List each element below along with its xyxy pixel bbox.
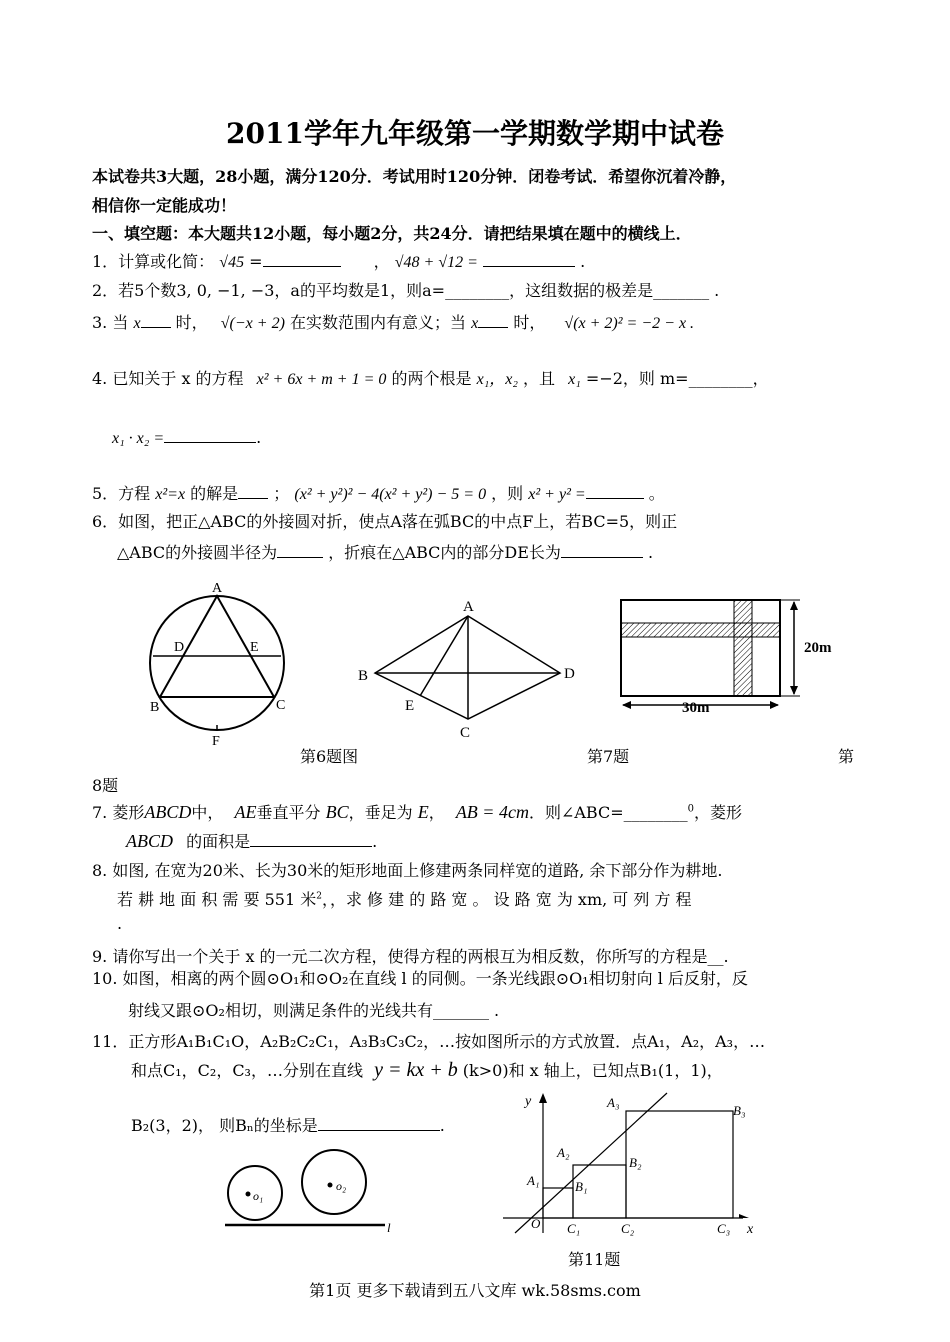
question-7-cont: ABCD 的面积是 . — [126, 831, 378, 851]
intro-line-1: 本试卷共3大题，28小题，满分120分．考试用时120分钟．闭卷考试．希望你沉着冷静， — [92, 167, 737, 186]
question-7: 7. 菱形ABCD中， AE垂直平分 BC，垂足为 E， AB = 4cm．则∠ABC=________$^0$，菱形 — [92, 802, 742, 822]
fig6-label-c: C — [276, 698, 286, 713]
fig11-label-c2: C₂ — [621, 1221, 635, 1236]
caption-fig-8-b: 8题 — [92, 776, 119, 795]
fig6-label-d: D — [174, 640, 185, 655]
fig7-label-c: C — [460, 725, 471, 741]
question-5: 5．方程 x²=x 的解是 ； (x² + y²)² − 4(x² + y²) − 5 = 0 ，则 x² + y² = 。 — [92, 484, 665, 503]
fig8-label-width: 30m — [682, 700, 710, 716]
fig7-label-d: D — [564, 666, 575, 682]
fig11-label-a3: A₃ — [607, 1095, 620, 1110]
question-8-line-2: 若 耕 地 面 积 需 要 551 米$^2$，，求 修 建 的 路 宽 。 设 路 宽 为 xm, 可 列 方 程 — [117, 890, 692, 909]
fig11-label-o: O — [531, 1216, 541, 1231]
figure-8 — [608, 592, 848, 722]
fig10-label-l: l — [387, 1220, 391, 1235]
figure-11 — [495, 1085, 770, 1247]
caption-fig-11: 第11题 — [568, 1250, 621, 1269]
fig11-label-b3: B₃ — [733, 1103, 746, 1118]
caption-fig-6: 第6题图 — [300, 747, 359, 766]
question-3: 3. 当 x 时， √(−x + 2) 在实数范围内有意义；当 x 时， √(x + 2)² = −2 − x . — [92, 313, 695, 332]
fig11-label-y: y — [525, 1094, 532, 1109]
figure-7 — [350, 594, 590, 744]
fig11-label-x: x — [747, 1222, 754, 1237]
question-4: 4. 已知关于 x 的方程 x² + 6x + m + 1 = 0 的两个根是 x₁，x₂ ，且 x₁ =−2，则 m=________， — [92, 369, 769, 388]
question-9: 9. 请你写出一个关于 x 的一元二次方程，使得方程的两根互为相反数，你所写的方程是__. — [92, 947, 729, 966]
figure-10 — [215, 1140, 400, 1235]
q1-label: 1．计算或化简： — [92, 252, 215, 271]
fig11-label-a1: A₁ — [527, 1173, 540, 1188]
fig10-label-o1: o₁ — [253, 1189, 264, 1203]
fig6-label-b: B — [150, 700, 160, 715]
question-1: 1．计算或化简： √45 = ， √48 + √12 = . — [92, 252, 586, 271]
question-11-line-1: 11．正方形A₁B₁C₁O，A₂B₂C₂C₁，A₃B₃C₃C₂，…按如图所示的方式放置．点A₁，A₂，A₃，… — [92, 1032, 766, 1051]
question-10-line-1: 10. 如图，相离的两个圆⊙O₁和⊙O₂在直线 l 的同侧。一条光线跟⊙O₁相切射向 l 后反射，反 — [92, 969, 748, 988]
question-4-cont: x₁ · x₂ = . — [112, 428, 262, 447]
fig7-label-e: E — [405, 698, 415, 714]
caption-fig-7: 第7题 — [587, 747, 630, 766]
q3-equation: √(x + 2)² = −2 − x . — [564, 315, 695, 332]
question-6-line-2: △ABC的外接圆半径为 ，折痕在△ABC内的部分DE长为 . — [117, 543, 654, 562]
question-6-line-1: 6．如图，把正△ABC的外接圆对折，使点A落在弧BC的中点F上，若BC=5，则正 — [92, 512, 678, 531]
question-11-line-3: B₂(3，2)， 则Bₙ的坐标是 . — [131, 1116, 445, 1135]
section-1-heading: 一、填空题：本大题共12小题，每小题2分，共24分．请把结果填在题中的横线上． — [92, 224, 692, 243]
fig11-label-a2: A₂ — [557, 1145, 570, 1160]
question-2: 2．若5个数3, 0, −1, −3，a的平均数是1，则a=________，这组数据的极差是_______ . — [92, 281, 720, 300]
page-title: 2011学年九年级第一学期数学期中试卷 — [226, 117, 724, 150]
fig6-label-f: F — [212, 734, 220, 749]
fig7-label-b: B — [358, 668, 369, 684]
question-11-line-2: 和点C₁，C₂，C₃，…分别在直线 y = kx + b (k>0)和 x 轴上，已知点B₁(1，1)， — [131, 1059, 723, 1081]
page-footer: 第1页 更多下载请到五八文库 wk.58sms.com — [309, 1281, 641, 1300]
fig11-label-b2: B₂ — [629, 1155, 642, 1170]
q1-expr-1: √45 — [219, 254, 245, 271]
question-8-line-1: 8. 如图, 在宽为20米、长为30米的矩形地面上修建两条同样宽的道路, 余下部分作为耕地. — [92, 861, 723, 880]
fig8-label-height: 20m — [804, 640, 832, 656]
fig11-label-c3: C₃ — [717, 1221, 731, 1236]
fig6-label-e: E — [250, 640, 259, 655]
fig11-label-c1: C₁ — [567, 1221, 581, 1236]
q4-equation: x² + 6x + m + 1 = 0 — [256, 371, 387, 388]
intro-line-2: 相信你一定能成功！ — [92, 196, 237, 215]
q5-equation: (x² + y²)² − 4(x² + y²) − 5 = 0 — [294, 486, 487, 503]
figure-6 — [140, 575, 300, 750]
fig11-label-b1: B₁ — [575, 1179, 588, 1194]
fig7-label-a: A — [463, 599, 474, 615]
fig6-label-a: A — [212, 581, 223, 596]
q3-radical: √(−x + 2) — [220, 315, 285, 332]
question-8-line-3: . — [117, 914, 123, 933]
fig10-label-o2: o₂ — [336, 1179, 347, 1193]
q11-line-equation: y = kx + b — [374, 1059, 458, 1081]
question-10-line-2: 射线又跟⊙O₂相切，则满足条件的光线共有_______ . — [128, 1001, 500, 1020]
caption-fig-8-a: 第 — [838, 747, 855, 766]
q1-expr-2: √48 + √12 = — [394, 254, 478, 271]
